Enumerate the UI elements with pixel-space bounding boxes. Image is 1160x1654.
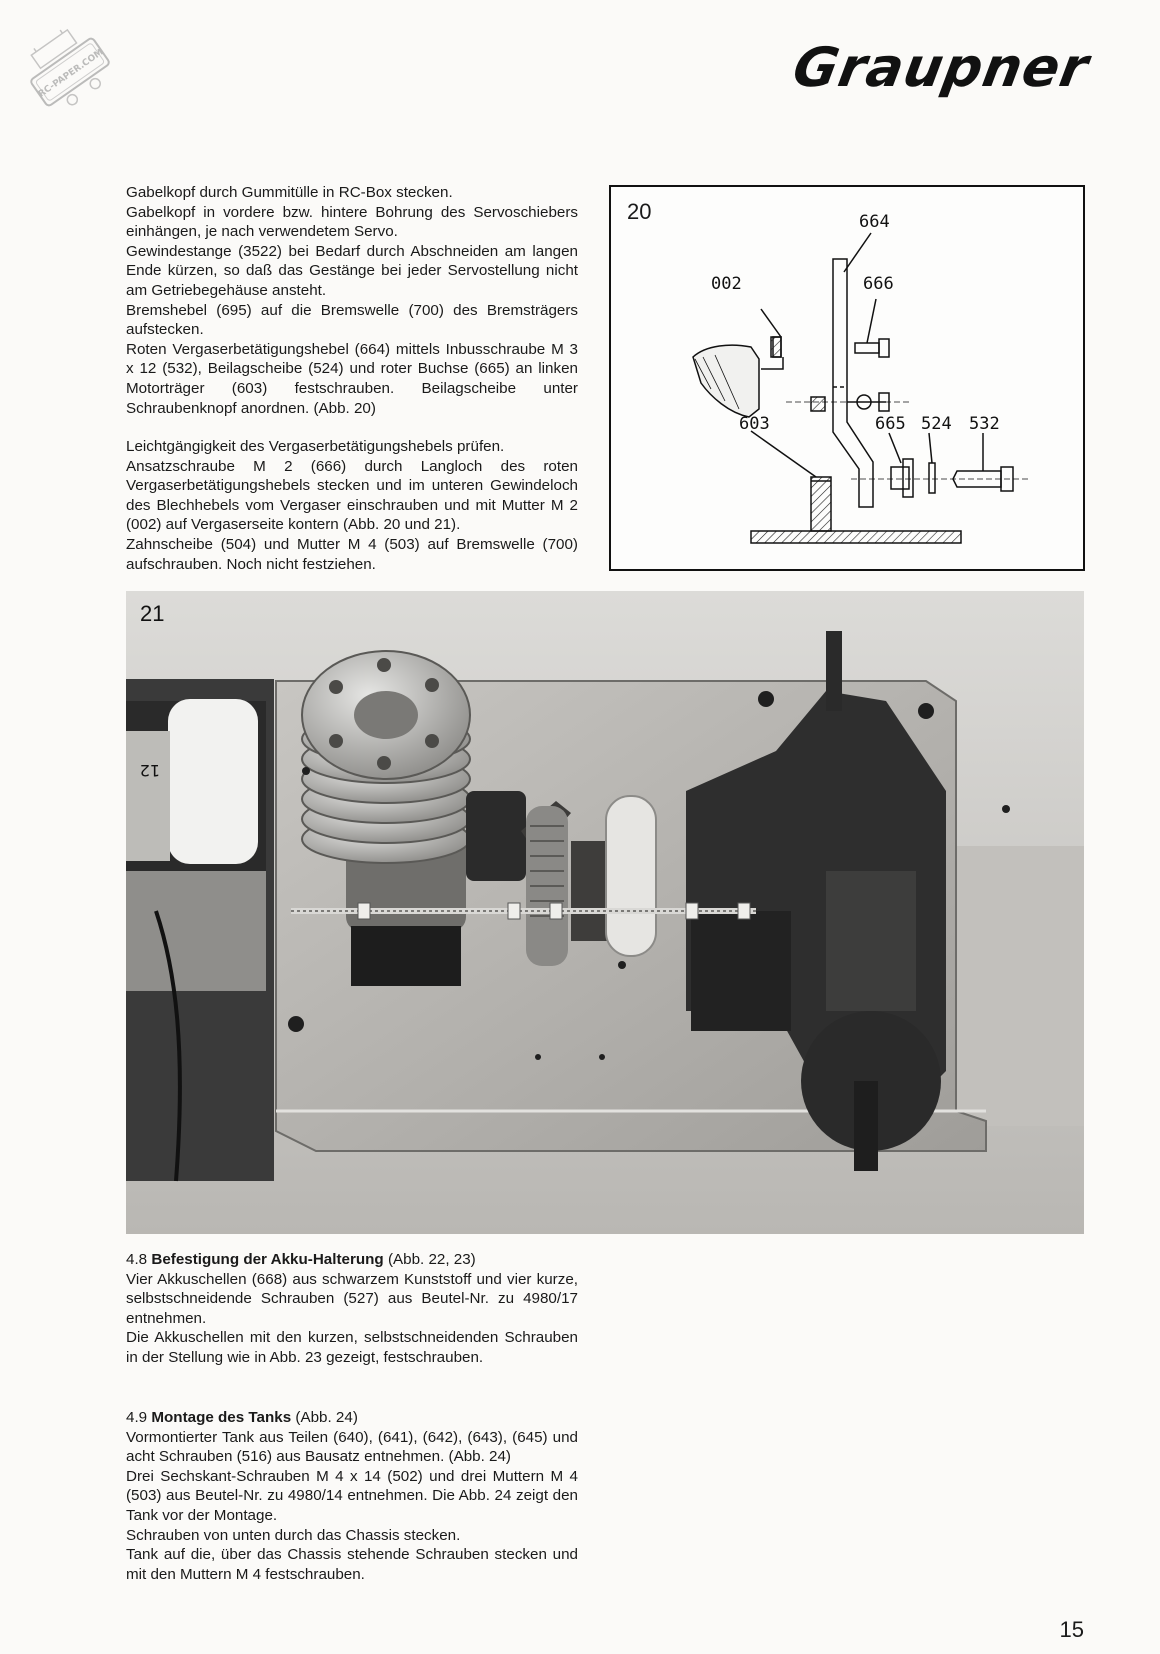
- figure-number: 21: [140, 601, 165, 626]
- label-664: 664: [859, 212, 890, 232]
- intro-text: [126, 183, 578, 418]
- section-heading: [126, 1250, 578, 1270]
- carburetor: [693, 345, 759, 417]
- section-heading: [126, 1408, 578, 1428]
- paragraph: Roten Vergaserbetätigungshebel (664) mittels Inbusschraube M 3 x 12 (532), Beilagscheibe (524) und roter Buchse (665) an linken Motorträger (603) festschrauben. Beilagscheibe unter Schraubenknopf anordnen. (Abb. 20): [126, 340, 578, 417]
- label-665: 665: [875, 414, 906, 434]
- paragraph: Gabelkopf durch Gummitülle in RC-Box stecken.: [126, 184, 453, 201]
- section-number: 4.8: [126, 1251, 148, 1268]
- nut-002: [771, 337, 781, 357]
- carburetor-lever-drawing: [611, 187, 1083, 569]
- paragraph: Zahnscheibe (504) und Mutter M 4 (503) auf Bremswelle (700) aufschrauben. Noch nicht festziehen.: [126, 535, 578, 573]
- label-002: 002: [711, 274, 742, 294]
- section-title: Befestigung der Akku-Halterung: [151, 1251, 384, 1268]
- section-number: 4.9: [126, 1409, 148, 1426]
- paragraph: Gewindestange (3522) bei Bedarf durch Abschneiden am langen Ende kürzen, so daß das Gestänge bei jeder Servostellung nicht am Getriebegehäuse ansteht.: [126, 242, 578, 299]
- section-ref: (Abb. 22, 23): [387, 1251, 476, 1268]
- figure-20-diagram: [609, 185, 1085, 571]
- watermark-text: RC-PAPER.COM: [36, 47, 106, 100]
- bushing-665: [891, 467, 909, 489]
- lever-664: [833, 259, 873, 507]
- paragraph: Vormontierter Tank aus Teilen (640), (641), (642), (643), (645) und acht Schrauben (516) aus Bausatz entnehmen. (Abb. 24): [126, 1428, 578, 1466]
- label-524: 524: [921, 414, 952, 434]
- figure-21-photo: [126, 591, 1084, 1234]
- graupner-logo: Graupner: [788, 36, 1094, 99]
- figure-number: 20: [627, 199, 652, 224]
- chassis-plate: [751, 531, 961, 543]
- paragraph: Bremshebel (695) auf die Bremswelle (700) des Bremsträgers aufstecken.: [126, 301, 578, 339]
- washer-524: [929, 463, 935, 493]
- chassis-extension: [956, 846, 1084, 1126]
- paragraph: Tank auf die, über das Chassis stehende Schrauben stecken und mit den Muttern M 4 festschrauben.: [126, 1546, 578, 1583]
- paragraph: Gabelkopf in vordere bzw. hintere Bohrung des Servoschiebers einhängen, je nach verwendetem Servo.: [126, 203, 578, 241]
- motor-mount-603: [811, 477, 831, 531]
- paragraph: Leichtgängigkeit des Vergaserbetätigungshebels prüfen.: [126, 438, 505, 455]
- section-ref: (Abb. 24): [295, 1409, 358, 1426]
- label-666: 666: [863, 274, 894, 294]
- section-4-8: [126, 1250, 578, 1368]
- brake-disc: [606, 796, 656, 956]
- label-532: 532: [969, 414, 1000, 434]
- label-603: 603: [739, 414, 770, 434]
- page-number: 15: [1059, 1617, 1084, 1642]
- carburetor: [466, 791, 526, 881]
- engine-assembly-photo: [126, 591, 1084, 1234]
- paragraph: Drei Sechskant-Schrauben M 4 x 14 (502) und drei Muttern M 4 (503) aus Beutel-Nr. zu 4980/14 entnehmen. Die Abb. 24 zeigt den Tank vor der Montage.: [126, 1467, 578, 1524]
- paragraph: Die Akkuschellen mit den kurzen, selbstschneidenden Schrauben in der Stellung wie in Abb. 23 gezeigt, festschrauben.: [126, 1329, 578, 1366]
- paragraph: Vier Akkuschellen (668) aus schwarzem Kunststoff und vier kurze, selbstschneidende Schrauben (527) aus Beutel-Nr. zu 4980/17 entnehmen.: [126, 1270, 578, 1327]
- paragraph: Schrauben von unten durch das Chassis stecken.: [126, 1526, 461, 1544]
- rc-paper-stamp-icon: [20, 22, 120, 122]
- paragraph: Ansatzschraube M 2 (666) durch Langloch des roten Vergaserbetätigungshebels stecken und im unteren Gewindeloch des Blechhebels vom Vergaser einschrauben und mit Mutter M 2 (002) auf Vergaserseite kontern (Abb. 20 und 21).: [126, 457, 578, 534]
- section-title: Montage des Tanks: [151, 1409, 292, 1426]
- box-label: 12: [139, 761, 160, 780]
- check-text: [126, 437, 578, 574]
- section-4-9: [126, 1408, 578, 1584]
- screw-666: [855, 343, 879, 353]
